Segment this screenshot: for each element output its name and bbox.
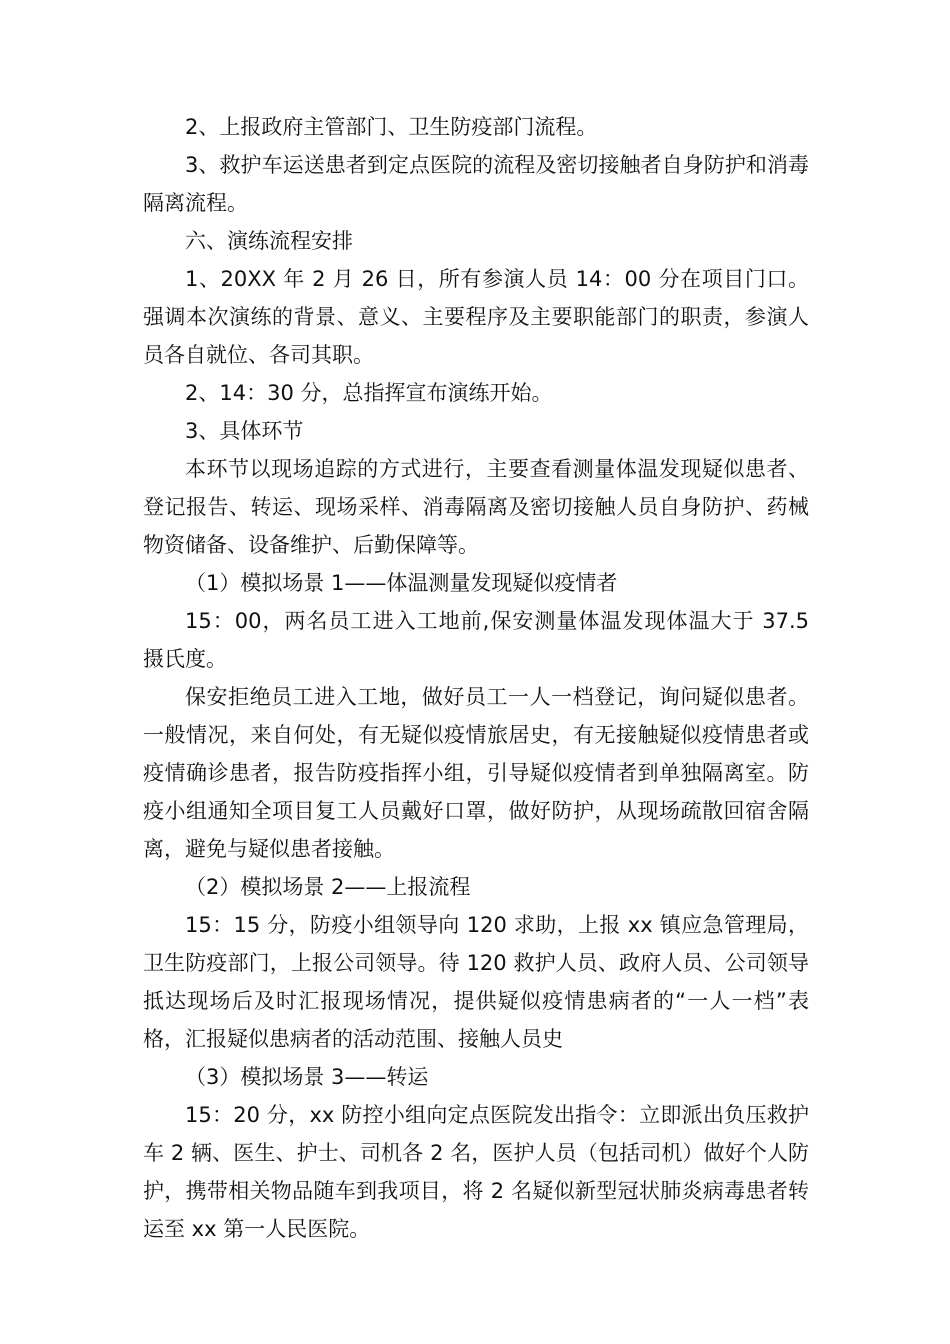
section-heading-drill-schedule: 六、演练流程安排 — [185, 229, 353, 253]
scenario-3-details: 15：20 分，xx 防控小组向定点医院发出指令：立即派出负压救护车 2 辆、医生、护士、司机各 2 名，医护人员（包括司机）做好个人防护，携带相关物品随车到我项目，将 2 名疑似新型冠状肺炎病毒患者转运至 xx 第一人民医院。 — [143, 1103, 809, 1241]
paragraph-step-3-description: 本环节以现场追踪的方式进行，主要查看测量体温发现疑似患者、登记报告、转运、现场采样、消毒隔离及密切接触人员自身防护、药械物资储备、设备维护、后勤保障等。 — [143, 457, 809, 557]
paragraph-step-1: 1、20XX 年 2 月 26 日，所有参演人员 14：00 分在项目门口。强调本次演练的背景、意义、主要程序及主要职能部门的职责，参演人员各自就位、各司其职。 — [143, 267, 809, 367]
scenario-2-heading: （2）模拟场景 2——上报流程 — [185, 875, 471, 899]
paragraph-report-gov-flow: 2、上报政府主管部门、卫生防疫部门流程。 — [185, 115, 598, 139]
scenario-2-details: 15：15 分，防疫小组领导向 120 求助，上报 xx 镇应急管理局，卫生防疫部门，上报公司领导。待 120 救护人员、政府人员、公司领导抵达现场后及时汇报现场情况，提供疑似疫情患病者的“一人一档”表格，汇报疑似患病者的活动范围、接触人员史 — [143, 913, 809, 1051]
paragraph-step-3-heading: 3、具体环节 — [185, 419, 304, 443]
paragraph-step-2: 2、14：30 分，总指挥宣布演练开始。 — [185, 381, 553, 405]
scenario-1-heading: （1）模拟场景 1——体温测量发现疑似疫情者 — [185, 571, 618, 595]
scenario-3-heading: （3）模拟场景 3——转运 — [185, 1065, 429, 1089]
scenario-1-details: 保安拒绝员工进入工地，做好员工一人一档登记，询问疑似患者。一般情况，来自何处，有无疑似疫情旅居史，有无接触疑似疫情患者或疫情确诊患者，报告防疫指挥小组，引导疑似疫情者到单独隔离室。防疫小组通知全项目复工人员戴好口罩，做好防护，从现场疏散回宿舍隔离，避免与疑似患者接触。 — [143, 685, 809, 861]
paragraph-ambulance-flow: 3、救护车运送患者到定点医院的流程及密切接触者自身防护和消毒隔离流程。 — [143, 153, 809, 215]
document-body — [143, 108, 809, 1248]
scenario-1-time: 15：00，两名员工进入工地前,保安测量体温发现体温大于 37.5 摄氏度。 — [143, 609, 809, 671]
